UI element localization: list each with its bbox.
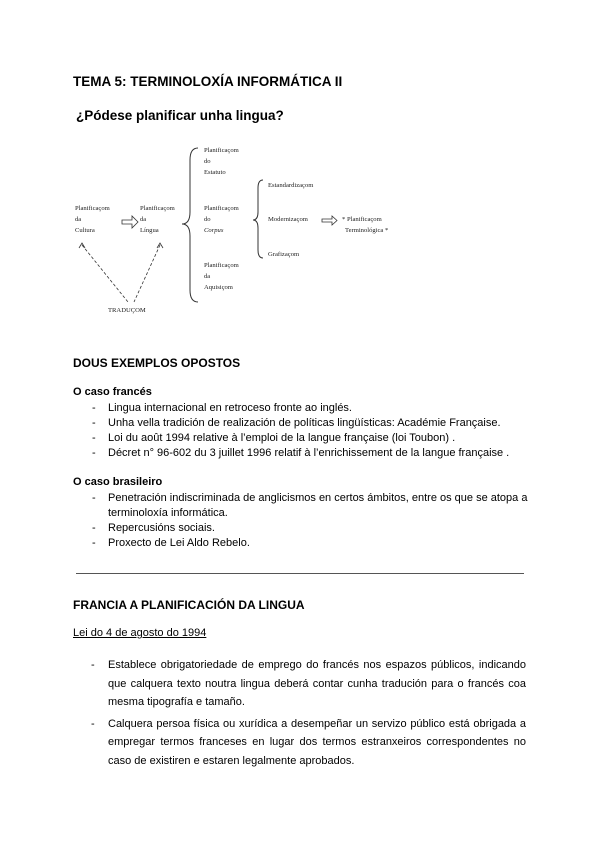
- list-item: - Penetración indiscriminada de anglicismos en certos ámbitos, entre os que se atopa a terminoloxía informática.: [92, 492, 528, 519]
- label-lingua-3: Língua: [140, 227, 159, 234]
- dash-bullet: -: [92, 522, 96, 534]
- label-corpus-2: do: [204, 216, 211, 223]
- double-arrow-icon: [122, 216, 138, 228]
- list-caso-brasileiro: [92, 491, 528, 551]
- dash-bullet: -: [91, 717, 95, 730]
- heading-caso-frances: O caso francés: [73, 386, 152, 398]
- label-terminologica-2: Terminológica *: [345, 227, 389, 234]
- label-cultura-2: da: [75, 216, 82, 223]
- language-planning-diagram: [60, 140, 480, 320]
- label-modernizacom: Modernizaçom: [268, 216, 308, 223]
- section-question: ¿Pódese planificar unha lingua?: [76, 108, 284, 123]
- label-aquisicom-2: da: [204, 273, 211, 280]
- list-item: - Lingua internacional en retroceso fronte ao inglés.: [92, 402, 352, 414]
- list-item: - Unha vella tradición de realización de políticas lingüísticas: Académie Française.: [92, 417, 501, 429]
- list-item: - Loi du août 1994 relative à l’emploi de la langue française (loi Toubon) .: [92, 432, 456, 444]
- law-title: Lei do 4 de agosto do 1994: [73, 627, 207, 639]
- dash-bullet: -: [92, 432, 96, 444]
- label-estandardizacom: Estandardizaçom: [268, 182, 314, 189]
- label-estatuto-2: do: [204, 158, 211, 165]
- list-item: - Proxecto de Lei Aldo Rebelo.: [92, 537, 250, 549]
- dash-bullet: -: [92, 492, 96, 504]
- section-heading-dous-exemplos: DOUS EXEMPLOS OPOSTOS: [73, 356, 241, 370]
- document-title: TEMA 5: TERMINOLOXÍA INFORMÁTICA II: [73, 74, 343, 89]
- big-brace: [182, 148, 198, 302]
- label-traducom: TRADUÇOM: [108, 307, 146, 314]
- label-estatuto-3: Estatuto: [204, 169, 226, 176]
- label-aquisicom-3: Aquisiçom: [204, 284, 233, 291]
- list-item: - Calquera persoa física ou xurídica a desempeñar un servizo público está obrigada a empregar termos franceses en lugar dos termos estranxeiros correspondentes no caso de existiren e estaren legalmente aprobados.: [108, 715, 526, 771]
- horizontal-divider: [76, 573, 524, 574]
- label-terminologica-1: * Planificaçom: [342, 216, 382, 223]
- label-corpus-1: Planificaçom: [204, 205, 239, 212]
- dash-bullet: -: [92, 537, 96, 549]
- list-lei-1994: [91, 656, 526, 774]
- label-lingua-1: Planificaçom: [140, 205, 175, 212]
- list-caso-frances: [92, 401, 528, 461]
- heading-caso-brasileiro: O caso brasileiro: [73, 476, 163, 488]
- label-estatuto-1: Planificaçom: [204, 147, 239, 154]
- dash-bullet: -: [92, 402, 96, 414]
- dash-bullet: -: [92, 447, 96, 459]
- label-grafizacom: Grafizaçom: [268, 251, 300, 258]
- label-cultura-3: Cultura: [75, 227, 95, 234]
- label-corpus-3: Corpus: [204, 227, 224, 234]
- label-aquisicom-1: Planificaçom: [204, 262, 239, 269]
- dash-bullet: -: [92, 417, 96, 429]
- list-item: - Repercusións sociais.: [92, 522, 215, 534]
- section-heading-francia: FRANCIA A PLANIFICACIÓN DA LINGUA: [73, 598, 305, 612]
- small-brace: [253, 180, 263, 258]
- label-cultura-1: Planificaçom: [75, 205, 110, 212]
- list-item: - Establece obrigatoriedade de emprego do francés nos espazos públicos, indicando que calquera texto noutra lingua deberá contar cunha tradución para o francés coa mesma tipografía e tamaño.: [108, 656, 526, 712]
- dash-bullet: -: [91, 659, 95, 671]
- arrow-right-icon: [322, 216, 337, 225]
- list-item: - Décret n° 96-602 du 3 juillet 1996 relatif à l’enrichissement de la langue française .: [92, 447, 510, 459]
- label-lingua-2: da: [140, 216, 147, 223]
